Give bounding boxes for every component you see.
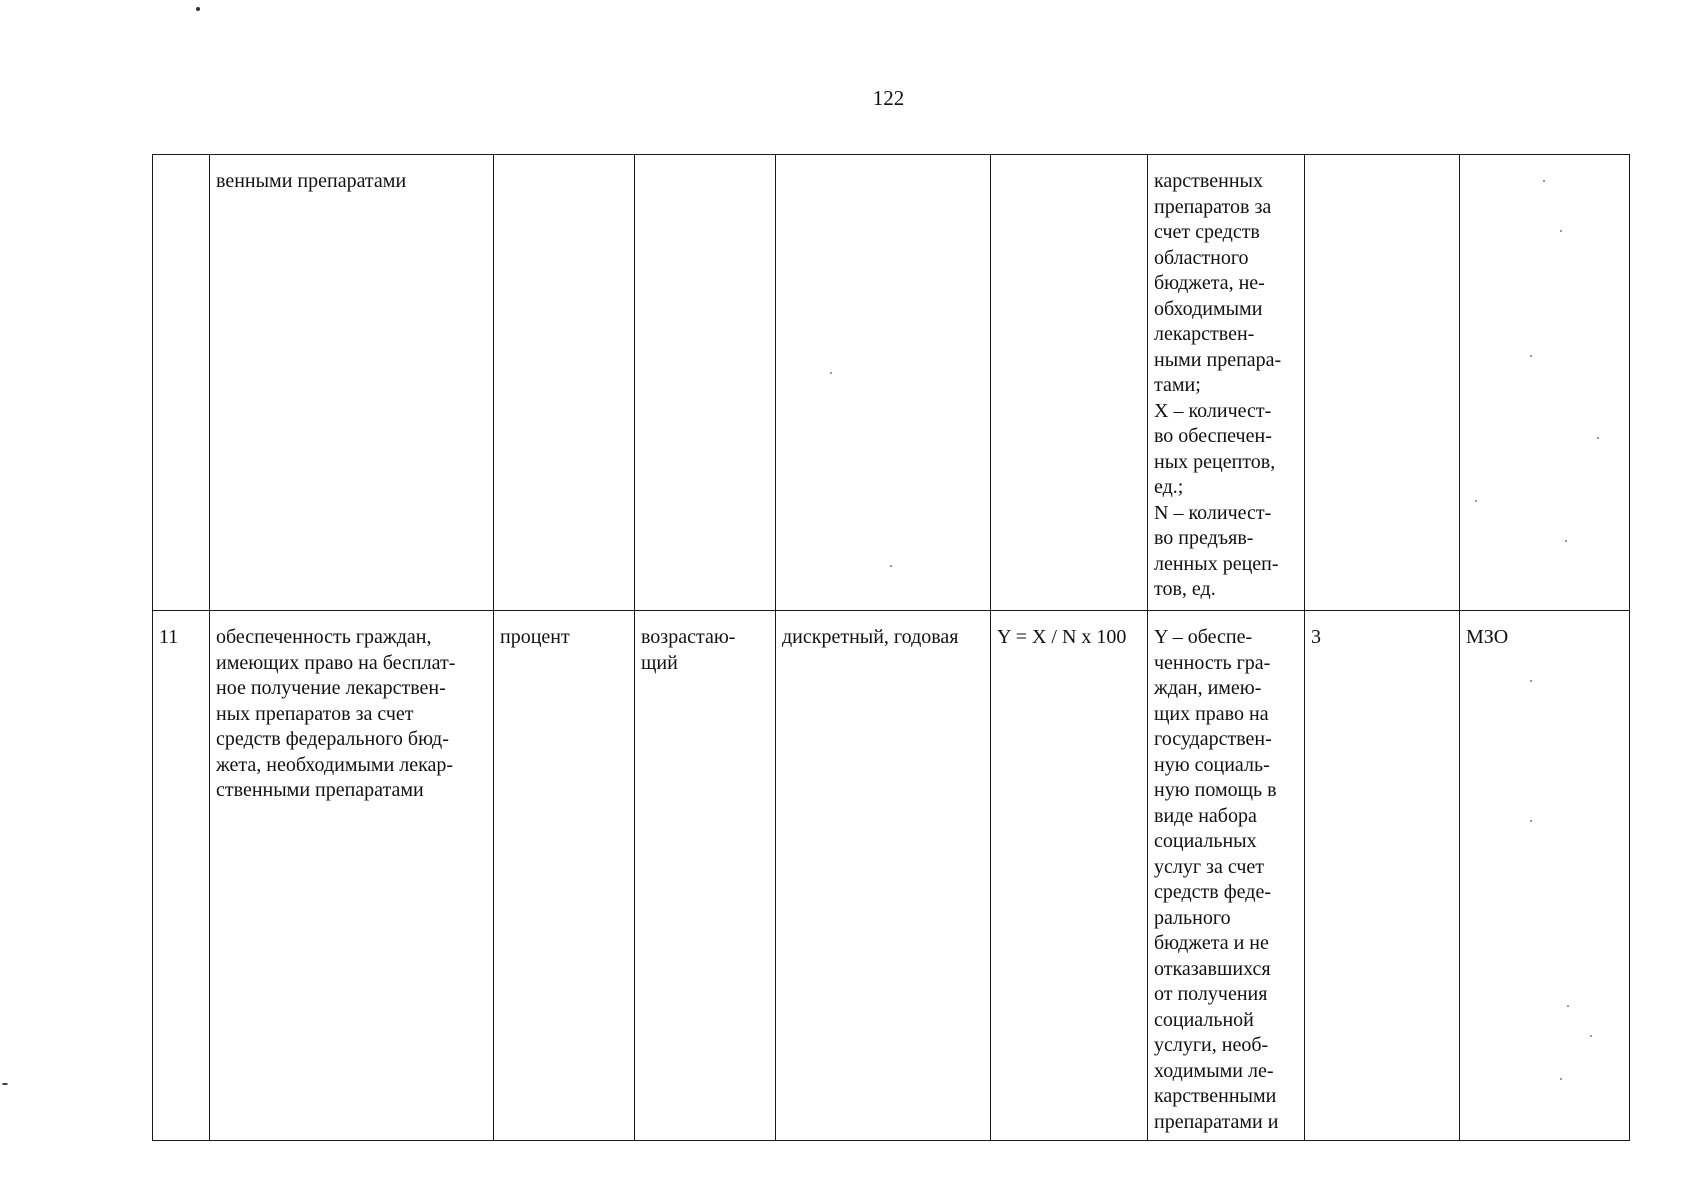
cell-description: карственных препаратов за счет средств областного бюджета, не- обходимыми лекарствен- ными препара- тами; X – количест- во обеспечен- ных рецептов, ед.; N – количест- во предъяв- ленных рецеп- тов, ед. [1148, 155, 1305, 611]
table-row [153, 155, 1630, 611]
cell-indicator-name: обеспеченность граждан, имеющих право на бесплат- ное получение лекарствен- ных препаратов за счет средств федерального бюд- жета, необходимыми лекар- ственными препаратами [210, 611, 494, 1141]
cell-source [1305, 155, 1460, 611]
cell-formula [991, 155, 1148, 611]
cell-responsible [1460, 155, 1630, 611]
cell-unit [494, 155, 635, 611]
cell-number: 11 [153, 611, 210, 1141]
cell-number [153, 155, 210, 611]
indicator-table [152, 154, 1630, 1141]
cell-description: Y – обеспе- ченность гра- ждан, имею- щих право на государствен- ную социаль- ную помощь в виде набора социальных услуг за счет средств феде- рального бюджета и не отказавшихся от получения социальной услуги, необ- ходимыми ле- карственными препаратами и [1148, 611, 1305, 1141]
cell-unit: процент [494, 611, 635, 1141]
cell-type [776, 155, 991, 611]
cell-formula: Y = X / N x 100 [991, 611, 1148, 1141]
page-number: 122 [872, 86, 905, 110]
scan-speck [196, 7, 200, 11]
table-row [153, 611, 1630, 1141]
cell-trend [635, 155, 776, 611]
cell-trend: возрастаю- щий [635, 611, 776, 1141]
cell-responsible: МЗО [1460, 611, 1630, 1141]
cell-indicator-name: венными препаратами [210, 155, 494, 611]
scan-speck [2, 1083, 8, 1085]
cell-source: 3 [1305, 611, 1460, 1141]
cell-type: дискретный, годовая [776, 611, 991, 1141]
